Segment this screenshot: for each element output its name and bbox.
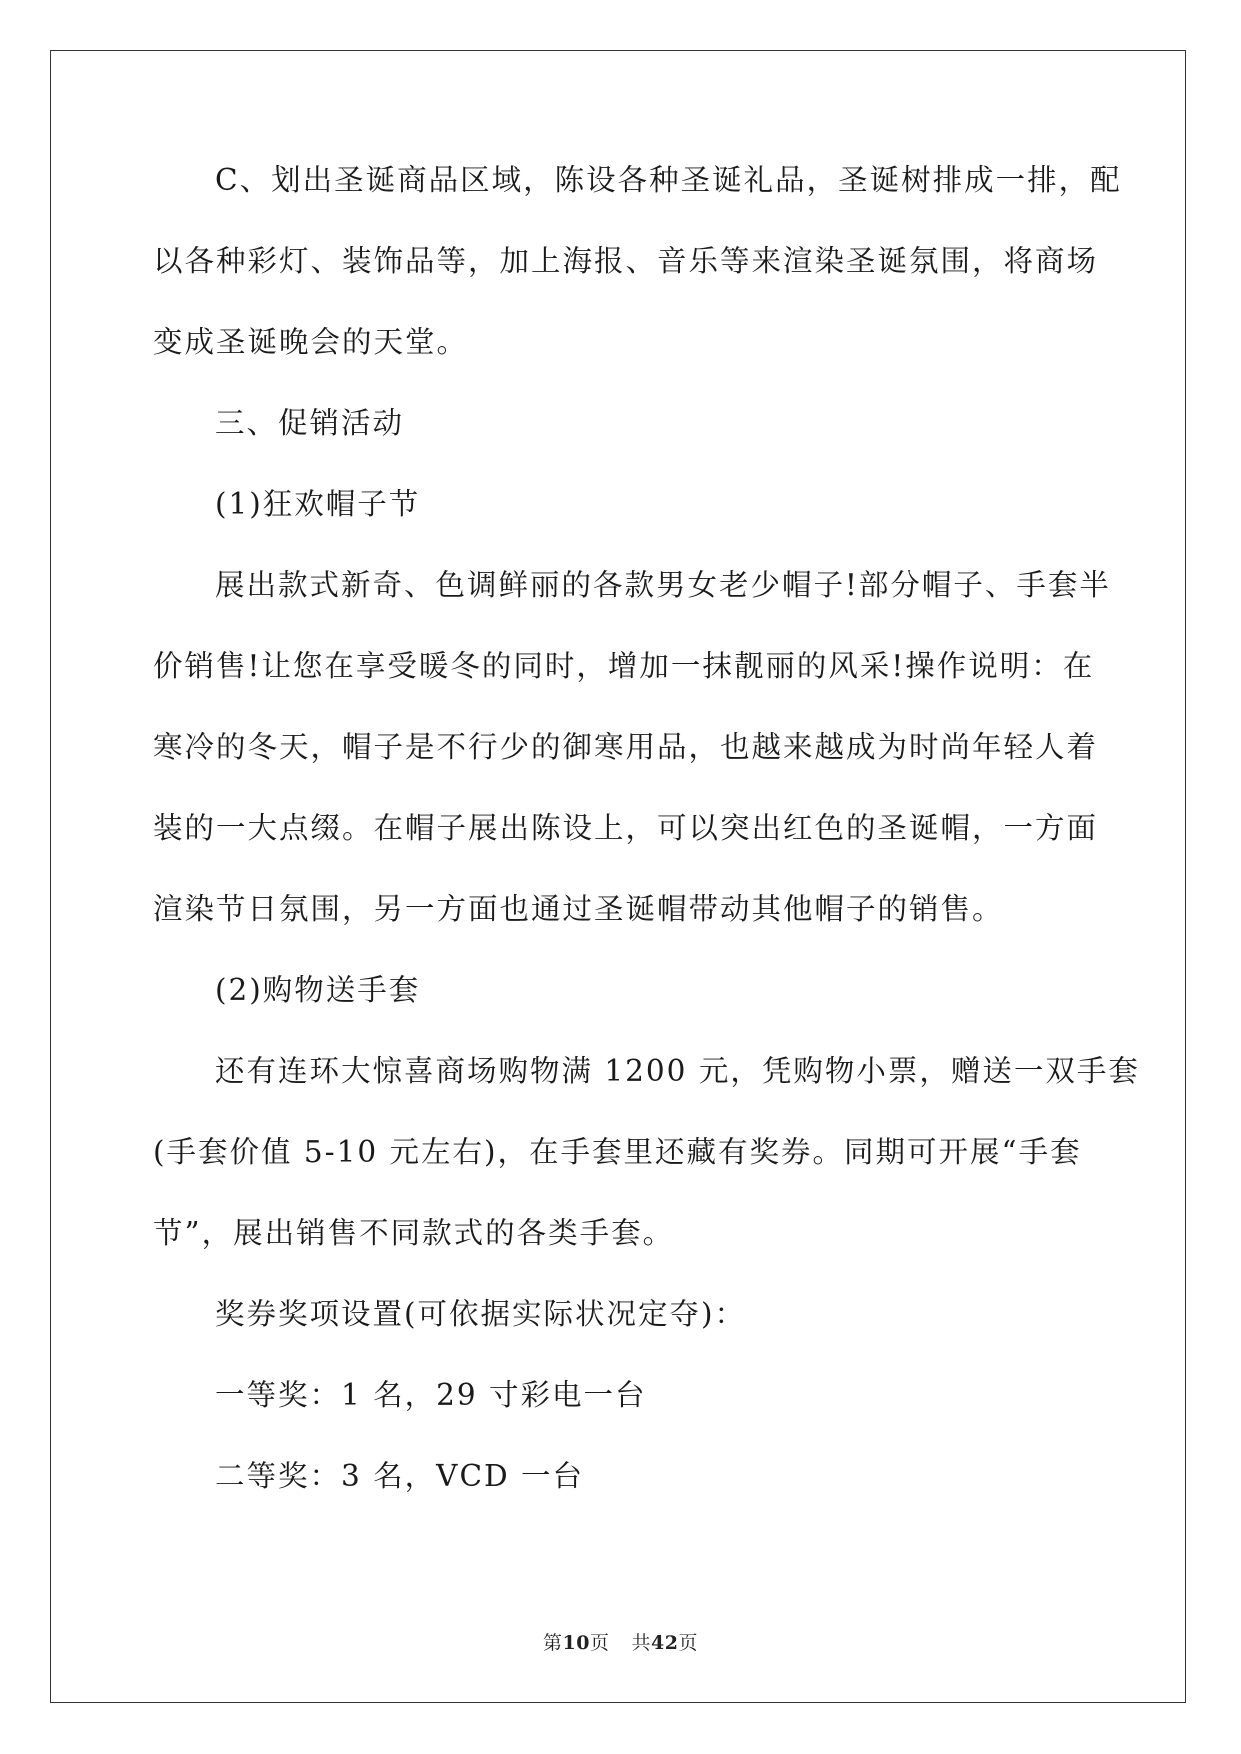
- text-line: 奖券奖项设置(可依据实际状况定夺)：: [215, 1297, 747, 1331]
- text-line: 寒冷的冬天，帽子是不行少的御寒用品，也越来越成为时尚年轻人着: [153, 730, 1099, 764]
- section-heading: 三、促销活动: [215, 406, 405, 440]
- prize-line: 二等奖：3 名，VCD 一台: [215, 1459, 585, 1493]
- text-line: 渲染节日氛围，另一方面也通过圣诞帽带动其他帽子的销售。: [153, 892, 1004, 926]
- prize-line: 一等奖：1 名，29 寸彩电一台: [215, 1378, 647, 1412]
- text-line: C、划出圣诞商品区域，陈设各种圣诞礼品，圣诞树排成一排，配: [215, 163, 1122, 197]
- text-line: 变成圣诞晚会的天堂。: [153, 325, 469, 359]
- text-line: 装的一大点缀。在帽子展出陈设上，可以突出红色的圣诞帽，一方面: [153, 811, 1099, 845]
- footer-total-suffix: 页: [678, 1632, 698, 1654]
- subsection-heading: (1)狂欢帽子节: [215, 487, 421, 521]
- footer-total-prefix: 共: [631, 1632, 652, 1654]
- text-line: 价销售!让您在享受暖冬的同时，增加一抹靓丽的风采!操作说明：在: [153, 649, 1095, 683]
- text-line: 展出款式新奇、色调鲜丽的各款男女老少帽子!部分帽子、手套半: [215, 568, 1111, 602]
- total-page-number: 42: [651, 1632, 679, 1654]
- footer-prefix: 第: [543, 1632, 563, 1654]
- page-footer: [0, 1628, 1241, 1655]
- current-page-number: 10: [562, 1632, 590, 1654]
- subsection-heading: (2)购物送手套: [215, 973, 421, 1007]
- text-line: 节”，展出销售不同款式的各类手套。: [153, 1216, 675, 1250]
- text-line: 以各种彩灯、装饰品等，加上海报、音乐等来渲染圣诞氛围，将商场: [153, 244, 1099, 278]
- document-body: [153, 160, 1140, 1537]
- text-line: (手套价值 5-10 元左右)，在手套里还藏有奖券。同期可开展“手套: [153, 1135, 1082, 1169]
- footer-page-suffix: 页: [589, 1632, 610, 1654]
- text-line: 还有连环大惊喜商场购物满 1200 元，凭购物小票，赠送一双手套: [215, 1054, 1140, 1088]
